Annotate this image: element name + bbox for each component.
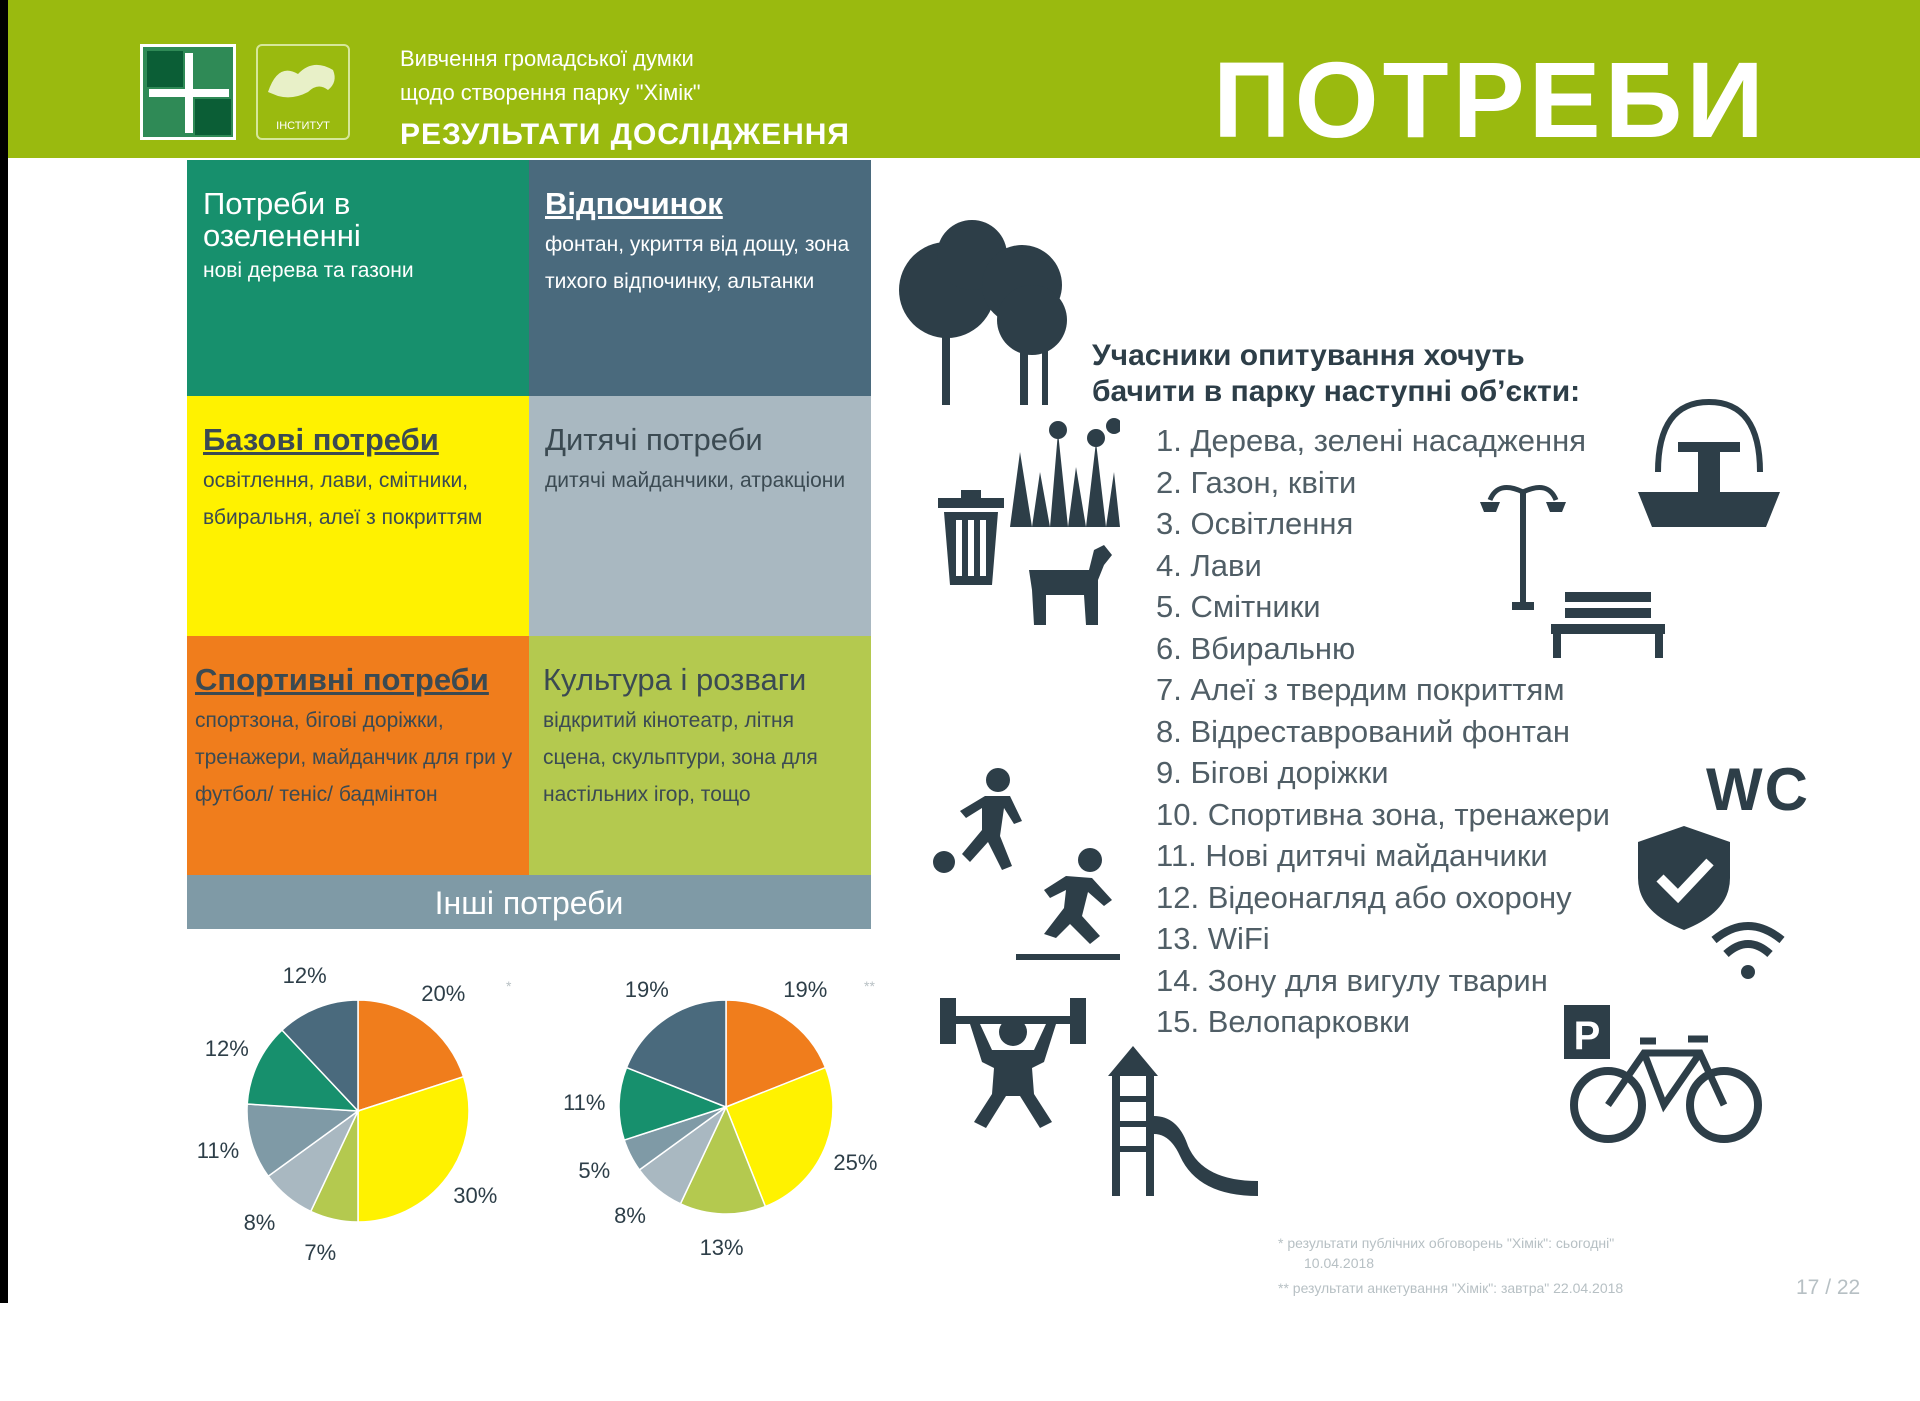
pie-mark-1: *	[506, 978, 512, 994]
grass-icon	[1010, 412, 1120, 527]
pie-label: 5%	[578, 1158, 611, 1183]
cell-title: Потреби в озелененні	[203, 186, 361, 253]
list-item: 14. Зону для вигулу тварин	[1156, 962, 1548, 998]
page-title: ПОТРЕБИ	[1213, 39, 1768, 160]
footnote-2: ** результати анкетування "Хімік": завтра" 22.04.2018	[1278, 1280, 1624, 1296]
cell-desc: дитячі майданчики, атракціони	[545, 469, 846, 492]
dog-icon	[1024, 540, 1114, 625]
header-bar	[8, 0, 1920, 158]
needs-cell-culture	[529, 636, 871, 875]
needs-cell-greenery	[187, 160, 529, 396]
list-item: 2. Газон, квіти	[1156, 464, 1357, 500]
header-subtitle-line1: Вивчення громадської думки	[400, 46, 694, 71]
needs-cell-recreation	[529, 160, 871, 396]
cell-title: Культура і розваги	[543, 662, 807, 697]
parking-icon-letter: P	[1573, 1014, 1601, 1058]
list-item: 11. Нові дитячі майданчики	[1156, 838, 1548, 873]
pie-label: 12%	[282, 963, 327, 989]
pie-chart-2	[617, 998, 835, 1216]
footnote-1-date: 10.04.2018	[1304, 1255, 1375, 1271]
cell-title: Відпочинок	[545, 186, 723, 221]
pie-label: 8%	[243, 1209, 276, 1235]
other-needs-bar: Інші потреби	[187, 875, 871, 929]
fountain-icon	[1638, 392, 1780, 527]
pie-chart-1	[245, 998, 471, 1224]
survey-title-line1: Учасники опитування хочуть	[1092, 339, 1525, 372]
pie-label: 7%	[304, 1239, 337, 1265]
list-item: 1. Дерева, зелені насадження	[1156, 423, 1586, 458]
needs-cell-basic	[187, 396, 529, 636]
institute-logo	[256, 44, 350, 140]
pie-label: 19%	[783, 977, 828, 1003]
page-number: 17 / 22	[1796, 1276, 1861, 1299]
cell-title: Дитячі потреби	[545, 422, 763, 457]
pie-label: 13%	[699, 1234, 744, 1260]
list-item: 4. Лави	[1156, 547, 1262, 583]
needs-cell-sport	[187, 636, 529, 875]
bicycle-parking-icon	[1560, 1005, 1764, 1145]
cell-title: Базові потреби	[203, 422, 439, 457]
survey-title-line2: бачити в парку наступні об’єкти:	[1092, 375, 1581, 408]
list-item: 7. Алеї з твердим покриттям	[1156, 672, 1565, 707]
pie-label: 11%	[563, 1089, 606, 1115]
header-subtitle-line2: щодо створення парку "Хімік"	[400, 80, 701, 105]
footnote-1: * результати публічних обговорень "Хімік": сьогодні"	[1278, 1235, 1615, 1251]
list-item: 8. Відреставрований фонтан	[1156, 713, 1570, 749]
pie-mark-2: **	[864, 978, 875, 994]
list-item: 15. Велопарковки	[1156, 1004, 1411, 1039]
list-item: 6. Вбиральню	[1156, 630, 1356, 666]
pie-label: 8%	[614, 1202, 646, 1228]
pie-label: 19%	[624, 977, 669, 1003]
needs-cell-children	[529, 396, 871, 636]
cell-desc: освітлення, лави, смітники, вбиральня, алеї з покриттям	[203, 469, 483, 529]
survey-title	[1092, 338, 1580, 410]
pie-label: 20%	[421, 980, 466, 1006]
park-logo	[140, 44, 236, 140]
cell-title: Спортивні потреби	[195, 662, 489, 697]
pie-label: 11%	[196, 1138, 240, 1164]
trash-can-icon	[936, 490, 1006, 585]
cell-desc: спортзона, бігові доріжки, тренажери, майданчик для гри у футбол/ теніс/ бадмінтон	[195, 709, 513, 806]
institute-logo-text: ІНСТИТУТ	[276, 120, 330, 132]
weightlifter-icon	[940, 990, 1086, 1128]
list-item: 9. Бігові доріжки	[1156, 755, 1389, 790]
football-player-icon	[930, 766, 1030, 876]
list-item: 3. Освітлення	[1156, 506, 1354, 541]
security-shield-icon	[1638, 826, 1730, 930]
list-item: 5. Смітники	[1156, 589, 1321, 624]
runner-icon	[1016, 846, 1120, 964]
header-subtitle	[400, 42, 701, 110]
list-item: 13. WiFi	[1156, 921, 1270, 956]
pie-label: 12%	[204, 1036, 249, 1062]
cell-desc: фонтан, укриття від дощу, зона тихого відпочинку, альтанки	[545, 233, 850, 293]
pie-label: 30%	[453, 1183, 498, 1209]
wc-icon: WC	[1706, 756, 1810, 823]
playground-slide-icon	[1108, 1046, 1258, 1196]
pie-label: 25%	[833, 1149, 878, 1175]
cell-desc: нові дерева та газони	[203, 259, 414, 282]
list-item: 10. Спортивна зона, тренажери	[1156, 796, 1610, 832]
left-edge	[0, 0, 8, 1303]
bench-icon	[1551, 588, 1665, 658]
trees-icon	[882, 210, 1082, 410]
header-main-text: РЕЗУЛЬТАТИ ДОСЛІДЖЕННЯ	[400, 118, 850, 151]
wifi-icon	[1710, 918, 1786, 980]
cell-desc: відкритий кінотеатр, літня сцена, скульптури, зона для настільних ігор, тощо	[543, 709, 818, 806]
list-item: 12. Відеонагляд або охорону	[1156, 879, 1572, 915]
